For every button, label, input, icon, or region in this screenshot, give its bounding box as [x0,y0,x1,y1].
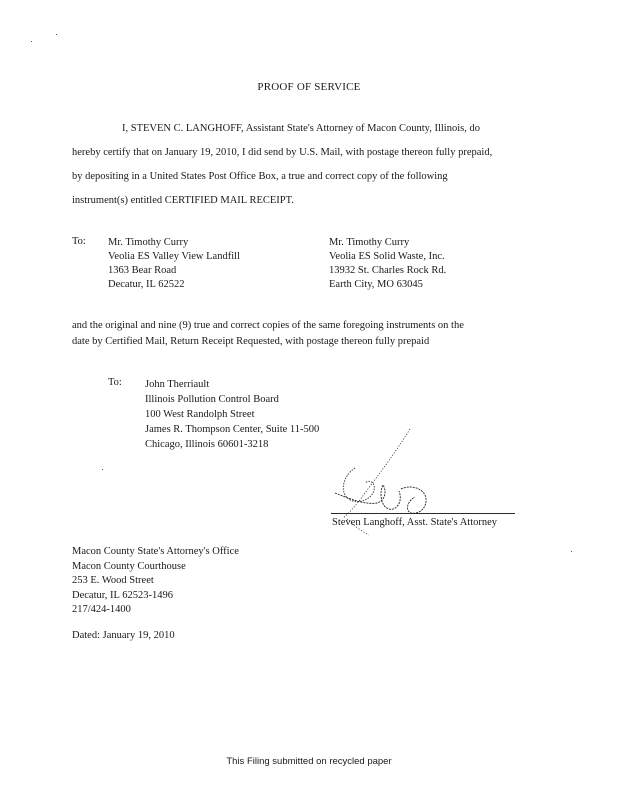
address-line: Decatur, IL 62522 [108,279,185,290]
address-line: Illinois Pollution Control Board [145,394,279,405]
address-line: Macon County State's Attorney's Office [72,546,239,557]
address-line: 100 West Randolph Street [145,409,255,420]
footer-note: This Filing submitted on recycled paper [226,756,392,767]
address-line: 1363 Bear Road [108,265,177,276]
body-line: by depositing in a United States Post Office Box, a true and correct copy of the following [72,171,448,182]
body-line: hereby certify that on January 19, 2010, I did send by U.S. Mail, with postage thereon fully prepaid, [72,147,493,158]
body-line: I, STEVEN C. LANGHOFF, Assistant State's Attorney of Macon County, Illinois, do [122,123,480,134]
address-line: Decatur, IL 62523-1496 [72,589,173,601]
scan-speck [56,34,57,35]
original-line: date by Certified Mail, Return Receipt Requested, with postage thereon fully prepaid [72,336,430,347]
recipient-address-1 [108,236,240,292]
address-line: Mr. Timothy Curry [329,237,410,248]
scan-speck [31,41,32,42]
board-recipient-address [145,377,319,452]
address-line: Veolia ES Valley View Landfill [108,251,240,262]
address-line: 217/424-1400 [72,604,131,615]
address-line: 13932 St. Charles Rock Rd. [329,265,447,276]
address-line: James R. Thompson Center, Suite 11-500 [145,424,320,435]
recipient-address-2 [329,236,446,292]
signature-caption: Steven Langhoff, Asst. State's Attorney [332,517,498,528]
scan-speck [571,551,572,552]
body-line: instrument(s) entitled CERTIFIED MAIL RECEIPT. [72,195,294,206]
address-line: Earth City, MO 63045 [329,279,423,290]
office-address [72,545,239,618]
address-line: Chicago, Illinois 60601-3218 [145,439,269,450]
dated-line: Dated: January 19, 2010 [72,630,175,641]
address-line: John Therriault [145,379,210,390]
signature-line [331,513,515,514]
scan-speck [102,469,103,470]
to-label: To: [72,236,86,247]
address-line: Macon County Courthouse [72,560,186,572]
address-line: Mr. Timothy Curry [108,237,189,248]
document-title: PROOF OF SERVICE [257,81,361,93]
address-line: Veolia ES Solid Waste, Inc. [329,251,445,262]
board-to-label: To: [108,377,122,388]
original-line: and the original and nine (9) true and correct copies of the same foregoing instruments on the [72,320,464,331]
address-line: 253 E. Wood Street [72,575,154,586]
